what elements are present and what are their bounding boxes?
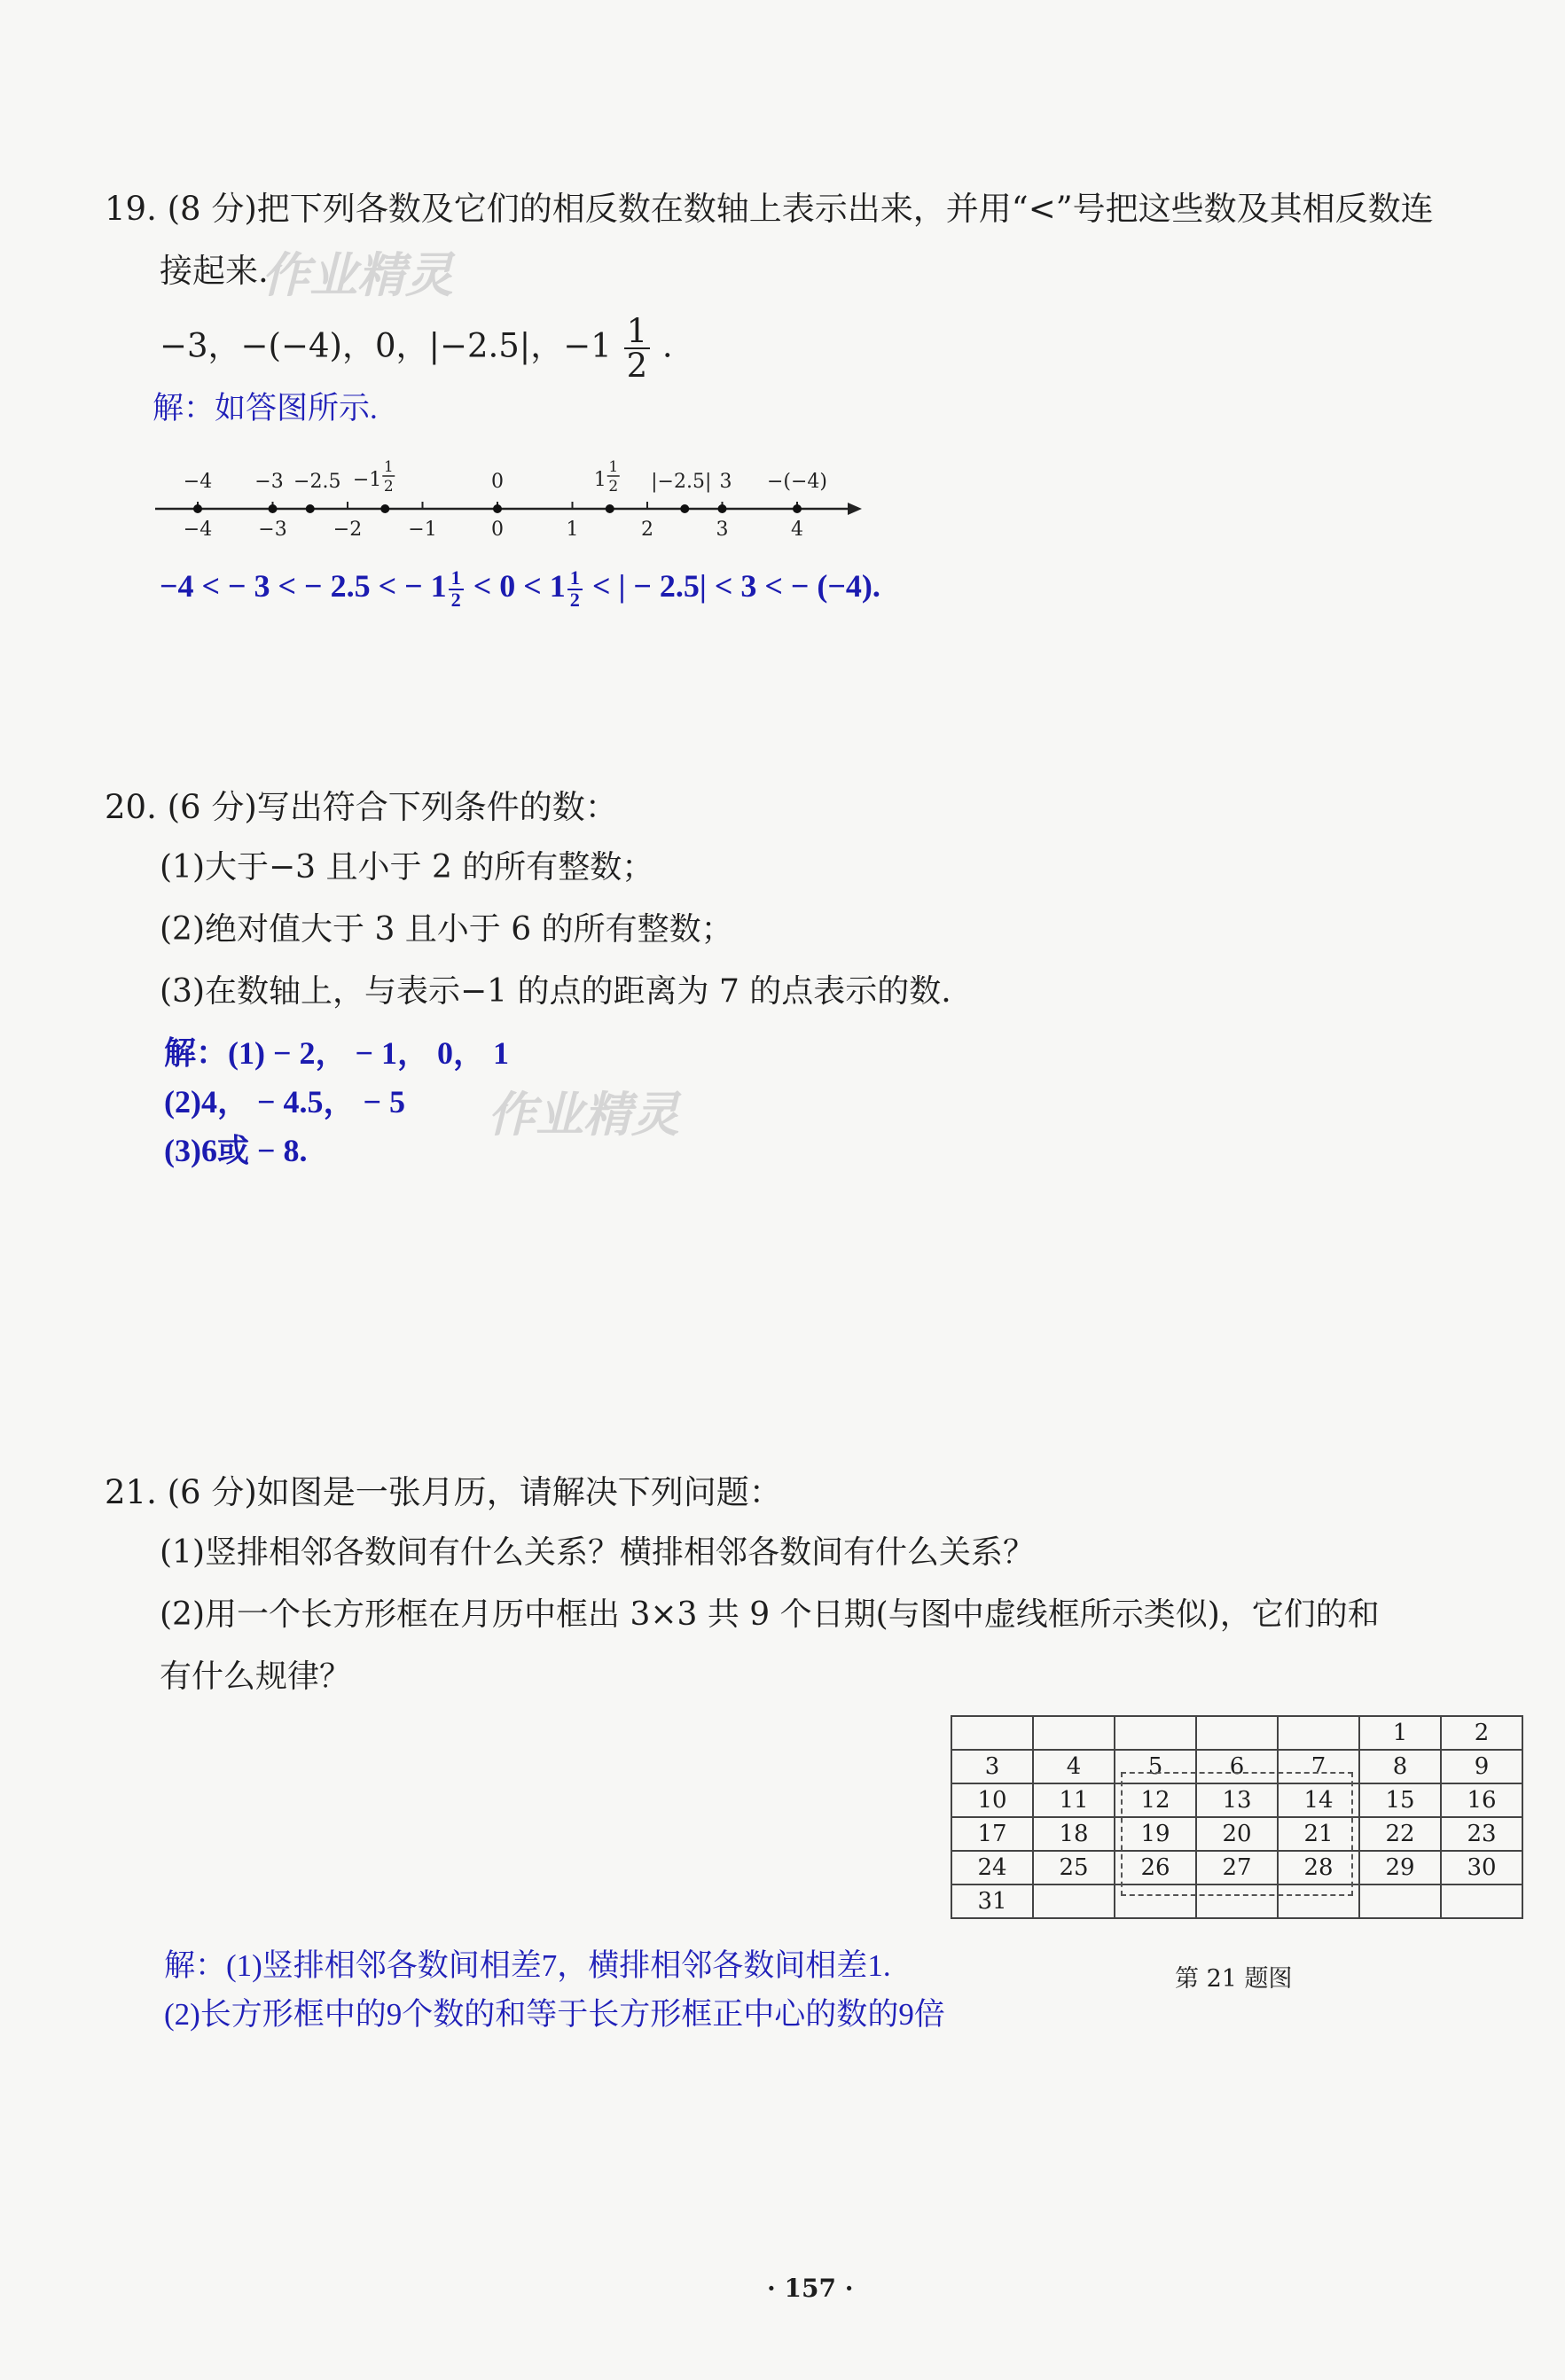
q19-answer-label: 解：如答图所示. xyxy=(153,391,378,425)
calendar-cell xyxy=(1115,1716,1196,1750)
point-label-den: 2 xyxy=(383,478,394,496)
point-label: −3 xyxy=(254,471,284,493)
calendar-cell: 19 xyxy=(1115,1817,1196,1851)
q19-numbers-end: . xyxy=(661,326,673,365)
calendar-cell: 15 xyxy=(1359,1783,1441,1817)
calendar-cell: 28 xyxy=(1278,1851,1359,1884)
ineq-fraction-2 xyxy=(567,568,583,610)
q20-title: 20. (6 分)写出符合下列条件的数： xyxy=(105,788,618,826)
tick-label: 4 xyxy=(791,519,803,541)
calendar-cell: 11 xyxy=(1033,1783,1115,1817)
q20-part3: (3)在数轴上，与表示−1 的点的距离为 7 的点表示的数. xyxy=(160,973,951,1010)
fraction-numerator: 1 xyxy=(449,568,464,589)
calendar-cell: 23 xyxy=(1441,1817,1522,1851)
calendar-cell: 6 xyxy=(1196,1750,1278,1783)
calendar-cell xyxy=(1196,1884,1278,1918)
number-point xyxy=(306,504,315,513)
half-fraction xyxy=(624,312,651,385)
point-label: −1 xyxy=(352,469,382,491)
q20-answer1: 解：(1) − 2， − 1， 0， 1 xyxy=(164,1035,510,1071)
calendar-cell: 29 xyxy=(1359,1851,1441,1884)
number-point xyxy=(718,504,727,513)
calendar-cell: 14 xyxy=(1278,1783,1359,1817)
calendar-table xyxy=(951,1715,1523,1919)
point-label-num: 1 xyxy=(383,458,394,476)
fraction-denominator: 2 xyxy=(569,588,580,611)
calendar-row xyxy=(951,1817,1522,1851)
q21-title: 21. (6 分)如图是一张月历，请解决下列问题： xyxy=(105,1473,782,1511)
calendar-row xyxy=(951,1750,1522,1783)
calendar-row xyxy=(951,1884,1522,1918)
calendar-cell: 2 xyxy=(1441,1716,1522,1750)
calendar-cell: 26 xyxy=(1115,1851,1196,1884)
point-label: 0 xyxy=(491,471,504,493)
point-label-den: 2 xyxy=(608,478,619,496)
q19-line1: 19. (8 分)把下列各数及它们的相反数在数轴上表示出来，并用“<”号把这些数及其相反数连 xyxy=(105,190,1434,228)
q20-part1: (1)大于−3 且小于 2 的所有整数； xyxy=(160,849,654,886)
number-line-marks xyxy=(184,458,827,541)
calendar-cell xyxy=(1115,1884,1196,1918)
number-point xyxy=(793,504,802,513)
q20-answer3: (3)6或 − 8. xyxy=(164,1133,308,1168)
tick-label: 3 xyxy=(716,519,729,541)
page-number: · 157 · xyxy=(767,2274,854,2303)
calendar-row xyxy=(951,1851,1522,1884)
calendar-cell xyxy=(951,1716,1033,1750)
calendar-row xyxy=(951,1716,1522,1750)
calendar-cell: 16 xyxy=(1441,1783,1522,1817)
watermark: 作业精灵 xyxy=(488,1087,679,1143)
q21-answer1: 解：(1)竖排相邻各数间相差7，横排相邻各数间相差1. xyxy=(164,1948,891,1983)
calendar-cell: 13 xyxy=(1196,1783,1278,1817)
watermark: 作业精灵 xyxy=(262,247,453,303)
tick-label: 0 xyxy=(491,519,504,541)
fraction-numerator: 1 xyxy=(567,568,583,589)
fraction-denominator: 2 xyxy=(450,588,461,611)
calendar-cell xyxy=(1278,1884,1359,1918)
calendar-cell: 9 xyxy=(1441,1750,1522,1783)
calendar-cell xyxy=(1033,1716,1115,1750)
calendar-cell: 8 xyxy=(1359,1750,1441,1783)
point-label-num: 1 xyxy=(608,458,619,476)
calendar-cell: 18 xyxy=(1033,1817,1115,1851)
calendar-cell: 24 xyxy=(951,1851,1033,1884)
number-point xyxy=(606,504,614,513)
calendar-cell: 27 xyxy=(1196,1851,1278,1884)
ineq-part-a: −4 < − 3 < − 2.5 < − 1 xyxy=(160,568,447,604)
q19-numbers-text: −3，−(−4)，0，|−2.5|，−1 xyxy=(160,326,612,365)
number-point xyxy=(680,504,689,513)
calendar-cell xyxy=(1033,1884,1115,1918)
fraction-denominator: 2 xyxy=(626,347,648,385)
fraction-numerator: 1 xyxy=(624,315,651,349)
ineq-part-b: < 0 < 1 xyxy=(465,568,566,604)
q19-inequality xyxy=(160,567,880,610)
point-label: 1 xyxy=(593,469,606,491)
calendar-cell: 21 xyxy=(1278,1817,1359,1851)
calendar-cell: 1 xyxy=(1359,1716,1441,1750)
point-label: −4 xyxy=(183,471,213,493)
q21-part1: (1)竖排相邻各数间有什么关系？横排相邻各数间有什么关系？ xyxy=(160,1534,1035,1571)
point-label: 3 xyxy=(719,471,732,493)
figure-caption: 第 21 题图 xyxy=(1175,1965,1293,1993)
q21-part2: (2)用一个长方形框在月历中框出 3×3 共 9 个日期(与图中虚线框所示类似)，它们的和 xyxy=(160,1596,1380,1633)
calendar-cell xyxy=(1359,1884,1441,1918)
point-label: |−2.5| xyxy=(651,471,712,493)
ineq-part-c: < | − 2.5| < 3 < − (−4). xyxy=(583,568,880,604)
q20-part2: (2)绝对值大于 3 且小于 6 的所有整数； xyxy=(160,911,733,948)
q19-numbers xyxy=(160,312,673,385)
calendar-row xyxy=(951,1783,1522,1817)
tick-label: −1 xyxy=(408,519,437,541)
calendar-cell xyxy=(1196,1716,1278,1750)
calendar-cell: 10 xyxy=(951,1783,1033,1817)
q19-line2: 接起来. xyxy=(160,252,269,290)
calendar-cell: 20 xyxy=(1196,1817,1278,1851)
point-label: −(−4) xyxy=(766,471,828,493)
calendar-cell: 5 xyxy=(1115,1750,1196,1783)
calendar-cell: 31 xyxy=(951,1884,1033,1918)
number-point xyxy=(380,504,389,513)
calendar-cell: 25 xyxy=(1033,1851,1115,1884)
number-point xyxy=(193,504,202,513)
calendar-cell xyxy=(1278,1716,1359,1750)
tick-label: −4 xyxy=(183,519,213,541)
tick-label: 2 xyxy=(641,519,653,541)
calendar-cell: 17 xyxy=(951,1817,1033,1851)
calendar-cell: 4 xyxy=(1033,1750,1115,1783)
ineq-fraction-1 xyxy=(449,568,464,610)
calendar-cell: 7 xyxy=(1278,1750,1359,1783)
tick-label: −2 xyxy=(333,519,363,541)
tick-label: 1 xyxy=(566,519,579,541)
point-label: −2.5 xyxy=(293,471,341,493)
number-point xyxy=(269,504,278,513)
calendar-cell xyxy=(1441,1884,1522,1918)
axis-arrow-icon xyxy=(848,503,862,515)
calendar-cell: 12 xyxy=(1115,1783,1196,1817)
q21-part2-cont: 有什么规律？ xyxy=(160,1658,352,1695)
number-point xyxy=(493,504,502,513)
calendar-cell: 22 xyxy=(1359,1817,1441,1851)
calendar-cell: 30 xyxy=(1441,1851,1522,1884)
q20-answer2: (2)4， − 4.5， − 5 xyxy=(164,1084,406,1120)
tick-label: −3 xyxy=(258,519,287,541)
number-line xyxy=(142,443,887,550)
calendar-cell: 3 xyxy=(951,1750,1033,1783)
q21-answer2: (2)长方形框中的9个数的和等于长方形框正中心的数的9倍 xyxy=(164,1997,945,2032)
